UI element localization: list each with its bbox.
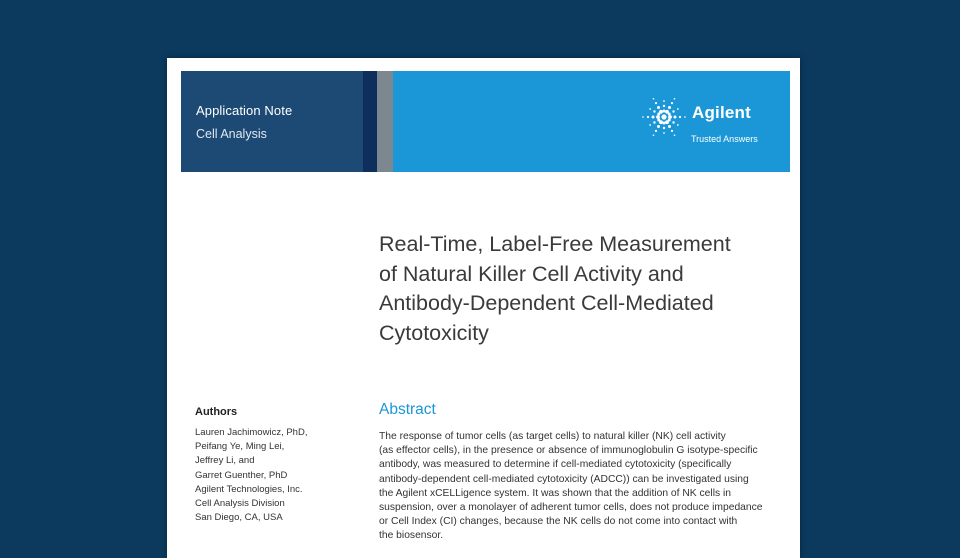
- spark-dot: [679, 116, 681, 118]
- banner-right-panel: [393, 71, 790, 172]
- abstract-line: antibody, was measured to determine if cell-mediated cytotoxicity (specifically: [379, 459, 732, 471]
- spark-dot: [657, 118, 660, 121]
- spark-dot: [668, 115, 672, 119]
- spark-dot: [662, 109, 665, 112]
- abstract-line: antibody-dependent cell-mediated cytotoxicity (ADCC)) can be investigated using: [379, 473, 749, 485]
- spark-dot: [668, 112, 671, 115]
- spark-dot: [674, 98, 676, 100]
- spark-dot: [684, 116, 686, 118]
- spark-dot: [674, 116, 677, 119]
- abstract-line: The response of tumor cells (as target cells) to natural killer (NK) cell activity: [379, 431, 726, 442]
- author-line: Agilent Technologies, Inc.: [195, 483, 303, 495]
- author-line: Cell Analysis Division: [195, 498, 285, 510]
- spark-dot: [663, 105, 665, 107]
- spark-dot: [647, 116, 649, 118]
- spark-dot: [653, 134, 655, 136]
- spark-dot: [672, 110, 674, 112]
- spark-dot: [668, 106, 671, 109]
- spark-dot: [674, 134, 676, 136]
- spark-dot: [672, 121, 674, 123]
- spark-dot: [657, 106, 660, 109]
- spark-dot: [659, 110, 663, 114]
- abstract-line: suspension, over a monolayer of adherent tumor cells, does not produce impedance: [379, 502, 763, 514]
- spark-dot: [662, 121, 665, 124]
- spark-dot: [671, 102, 673, 104]
- abstract-line: the biosensor.: [379, 530, 444, 542]
- abstract-line: or Cell Index (CI) changes, because the NK cells do not come into contact with: [379, 516, 738, 528]
- banner-stripe-grey: [377, 71, 393, 172]
- title-line: of Natural Killer Cell Activity and: [379, 261, 684, 286]
- author-line: Lauren Jachimowicz, PhD,: [195, 427, 308, 438]
- banner-left-panel: [181, 71, 363, 172]
- spark-dot: [663, 100, 665, 102]
- banner-stripe-dark: [363, 71, 377, 172]
- brand-logo: [640, 93, 760, 149]
- author-line: Jeffrey Li, and: [195, 455, 255, 467]
- authors-list: [195, 426, 307, 525]
- spark-dot: [649, 108, 651, 110]
- spark-dot: [653, 121, 655, 123]
- brand-name: Agilent: [692, 103, 752, 122]
- abstract-heading: Abstract: [379, 401, 436, 418]
- brand-tagline: Trusted Answers: [691, 134, 758, 144]
- note-type-label: Application Note: [196, 103, 293, 118]
- note-subtitle-label: Cell Analysis: [196, 127, 267, 141]
- spark-dot: [671, 130, 673, 132]
- title-line: Antibody-Dependent Cell-Mediated: [379, 291, 714, 315]
- document-page: [167, 58, 800, 558]
- spark-dot: [653, 110, 655, 112]
- agilent-spark-icon: [640, 93, 688, 141]
- authors-heading: Authors: [195, 406, 238, 418]
- spark-dot: [668, 125, 671, 128]
- title-line: Real-Time, Label-Free Measurement: [379, 232, 731, 256]
- spark-dot: [657, 125, 660, 128]
- abstract-line: the Agilent xCELLigence system. It was shown that the addition of NK cells in: [379, 487, 731, 499]
- spark-dot: [661, 114, 666, 119]
- abstract-line: (as effector cells), in the presence or absence of immunoglobulin G isotype-specific: [379, 445, 758, 457]
- spark-dot: [656, 115, 660, 119]
- spark-dot: [665, 120, 669, 124]
- header-banner: [181, 71, 790, 172]
- author-line: Garret Guenther, PhD: [195, 469, 288, 481]
- spark-dot: [653, 98, 655, 100]
- title-line: Cytotoxicity: [379, 320, 489, 345]
- spark-dot: [677, 124, 679, 126]
- document-title: [379, 230, 779, 348]
- spark-dot: [652, 116, 655, 119]
- spark-dot: [649, 124, 651, 126]
- spark-dot: [655, 102, 657, 104]
- author-line: Peifang Ye, Ming Lei,: [195, 441, 285, 453]
- spark-dot: [677, 108, 679, 110]
- spark-dot: [655, 130, 657, 132]
- author-line: San Diego, CA, USA: [195, 512, 283, 524]
- spark-dot: [663, 132, 665, 134]
- spark-dot: [642, 116, 644, 118]
- spark-dot: [663, 127, 665, 129]
- abstract-body: [379, 430, 774, 544]
